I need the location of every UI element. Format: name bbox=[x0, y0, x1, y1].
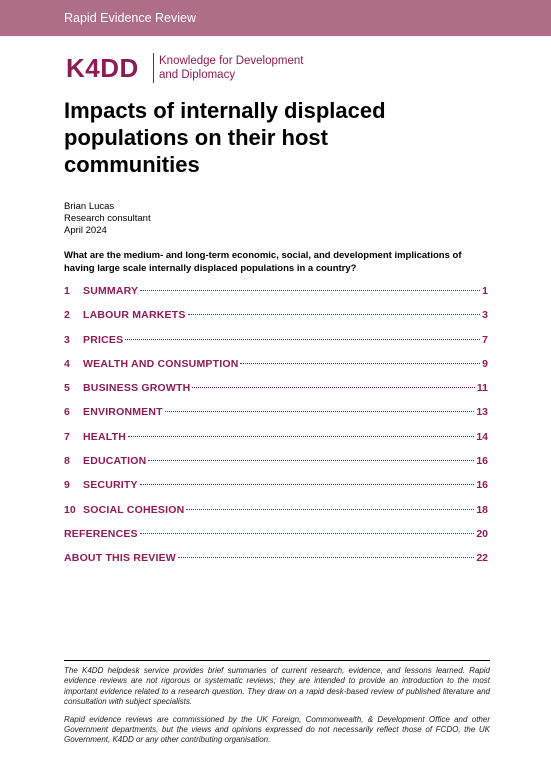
header-bar bbox=[0, 0, 551, 36]
table-of-contents bbox=[64, 285, 488, 577]
toc-dot-leader bbox=[128, 436, 474, 437]
toc-entry[interactable] bbox=[64, 334, 488, 358]
publication-date: April 2024 bbox=[64, 225, 107, 236]
toc-entry-label: SUMMARY bbox=[83, 285, 139, 297]
footer-rule bbox=[64, 660, 490, 661]
toc-entry-number: 1 bbox=[64, 285, 70, 297]
toc-dot-leader bbox=[125, 339, 480, 340]
toc-entry-page: 13 bbox=[476, 406, 488, 419]
document-title: Impacts of internally displaced populations on their host communities bbox=[64, 98, 386, 177]
toc-entry-label: REFERENCES bbox=[64, 527, 138, 540]
toc-entry-label: SOCIAL COHESION bbox=[83, 503, 185, 516]
toc-entry-page: 14 bbox=[476, 430, 488, 443]
logo-tagline bbox=[159, 54, 303, 82]
toc-entry-page: 11 bbox=[476, 382, 488, 395]
toc-entry-number: 10 bbox=[64, 503, 76, 516]
toc-entry-label: PRICES bbox=[83, 333, 124, 346]
toc-entry[interactable] bbox=[64, 504, 488, 528]
toc-dot-leader bbox=[140, 484, 475, 485]
toc-entry-page: 16 bbox=[476, 455, 488, 468]
toc-dot-leader bbox=[140, 533, 475, 534]
toc-entry[interactable] bbox=[64, 358, 488, 382]
toc-entry-page: 7 bbox=[482, 333, 488, 346]
toc-entry-page: 20 bbox=[476, 527, 488, 540]
toc-entry-page: 22 bbox=[476, 552, 488, 565]
toc-entry[interactable] bbox=[64, 406, 488, 430]
toc-dot-leader bbox=[140, 290, 480, 291]
footer-paragraph-1: The K4DD helpdesk service provides brief summaries of current research, evidence, and lessons learned. Rapid evidence reviews are not rigorous or systematic reviews; they are intended to provide an introduction to the most important evidence related to a research question. They draw on a rapid desk-based review of published literature and consultation with subject specialists. bbox=[64, 666, 490, 707]
k4dd-logo: K4DD bbox=[66, 53, 139, 83]
toc-entry-label: BUSINESS GROWTH bbox=[83, 382, 191, 395]
toc-entry-page: 1 bbox=[482, 285, 488, 297]
logo-tagline-line2: and Diplomacy bbox=[159, 69, 236, 81]
toc-entry-page: 3 bbox=[482, 309, 488, 322]
toc-dot-leader bbox=[188, 314, 481, 315]
toc-entry-number: 9 bbox=[64, 479, 70, 492]
toc-entry-label: LABOUR MARKETS bbox=[83, 309, 186, 322]
author-role: Research consultant bbox=[64, 213, 151, 224]
footer-paragraph-2: Rapid evidence reviews are commissioned by the UK Foreign, Commonwealth, & Development Office and other Government departments, but the views and opinions expressed do not necessarily reflect those of FCDO, the UK Government, K4DD or any other contributing organisation. bbox=[64, 714, 490, 745]
toc-entry[interactable] bbox=[64, 528, 488, 552]
toc-entry-number: 7 bbox=[64, 430, 70, 443]
toc-entry[interactable] bbox=[64, 479, 488, 503]
toc-dot-leader bbox=[192, 387, 474, 388]
header-title: Rapid Evidence Review bbox=[64, 11, 197, 25]
toc-entry-page: 18 bbox=[476, 503, 488, 516]
toc-entry-label: EDUCATION bbox=[83, 455, 147, 468]
logo-tagline-line1: Knowledge for Development bbox=[159, 55, 304, 67]
toc-entry-number: 6 bbox=[64, 406, 70, 419]
logo-divider bbox=[153, 53, 154, 83]
toc-entry-number: 4 bbox=[64, 357, 70, 370]
toc-entry-number: 3 bbox=[64, 333, 70, 346]
toc-dot-leader bbox=[178, 557, 474, 558]
toc-entry-label: SECURITY bbox=[83, 479, 138, 492]
footer-disclaimer bbox=[64, 666, 490, 753]
toc-entry[interactable] bbox=[64, 309, 488, 333]
toc-dot-leader bbox=[186, 509, 474, 510]
toc-entry-label: ABOUT THIS REVIEW bbox=[64, 552, 176, 565]
toc-dot-leader bbox=[240, 363, 480, 364]
author-name: Brian Lucas bbox=[64, 201, 115, 212]
toc-entry-page: 9 bbox=[482, 357, 488, 370]
toc-entry-number: 5 bbox=[64, 382, 70, 395]
toc-entry[interactable] bbox=[64, 431, 488, 455]
toc-entry[interactable] bbox=[64, 455, 488, 479]
research-question: What are the medium- and long-term economic, social, and development implications of having large scale internally displaced populations in a country? bbox=[64, 250, 462, 274]
toc-entry[interactable] bbox=[64, 382, 488, 406]
toc-entry-page: 16 bbox=[476, 479, 488, 492]
toc-entry-number: 2 bbox=[64, 309, 70, 322]
toc-entry[interactable] bbox=[64, 285, 488, 309]
toc-dot-leader bbox=[165, 411, 475, 412]
author-block bbox=[64, 201, 151, 237]
toc-entry-label: WEALTH AND CONSUMPTION bbox=[83, 357, 239, 370]
toc-entry-label: HEALTH bbox=[83, 430, 127, 443]
toc-entry-label: ENVIRONMENT bbox=[83, 406, 163, 419]
toc-entry-number: 8 bbox=[64, 455, 70, 468]
toc-dot-leader bbox=[148, 460, 474, 461]
toc-entry[interactable] bbox=[64, 552, 488, 576]
